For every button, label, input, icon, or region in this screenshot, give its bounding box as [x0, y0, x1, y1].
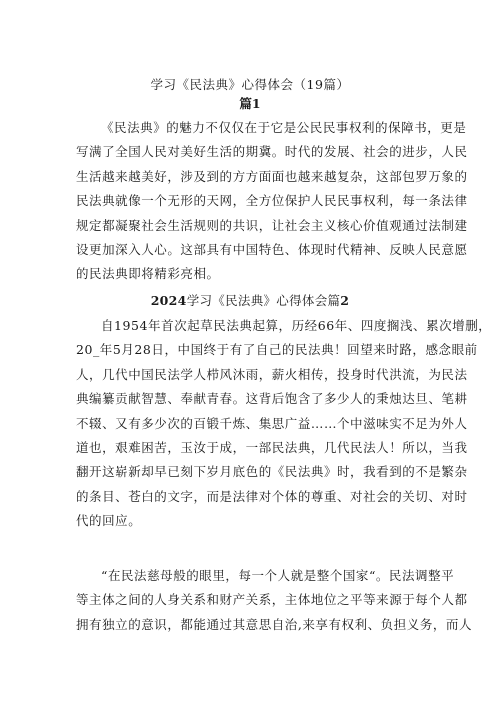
paragraph-1-line: 写满了全国人民对美好生活的期冀。时代的发展、社会的进步，人民: [76, 144, 468, 160]
paragraph-1-line: 民法典就像一个无形的天网，全方位保护人民民事权利，每一条法律: [76, 193, 468, 209]
paragraph-3-line: “在民法慈母般的眼里，每一个人就是整个国家“。民法调整平: [101, 568, 455, 583]
paragraph-2-line: 不辍、又有多少次的百锻千炼、集思广益……个中滋味实不足为外人: [76, 415, 468, 431]
paragraph-3-line: 等主体之间的人身关系和财产关系，主体地位之平等来源于每个人都: [76, 592, 468, 608]
paragraph-1-line: 设更加深入人心。这部具有中国特色、体现时代精神、反映人民意愿: [76, 241, 468, 257]
section-2-title-text: 学习《民法典》心得体会篇: [186, 293, 341, 308]
paragraph-2-line: 代的回应。: [76, 513, 142, 529]
paragraph-3-line: 拥有独立的意识，都能通过其意思自治,来享有权利、负担义务，而人: [76, 616, 473, 632]
paragraph-2-line: 人，几代中国民法学人栉风沐雨，薪火相传，投身时代洪流，为民法: [76, 366, 468, 382]
paragraph-1-line: 规定都凝聚社会生活规则的共识，让社会主义核心价值观通过法制建: [76, 217, 468, 233]
paragraph-2-line: 道也，艰难困苦，玉汝于成，一部民法典，几代民法人！所以，当我: [76, 439, 468, 455]
paragraph-2: [76, 314, 492, 534]
paragraph-1: [76, 116, 468, 287]
paragraph-2-line: 的条目、苍白的文字，而是法律对个体的尊重、对社会的关切、对时: [76, 488, 468, 504]
section-2-title-year: 2024: [150, 293, 187, 308]
paragraph-3: [76, 564, 473, 637]
section-2-title-number: 2: [340, 293, 350, 308]
paragraph-1-line: 《民法典》的魅力不仅仅在于它是公民民事权利的保障书，更是: [101, 120, 467, 135]
section-1-label: 篇1: [239, 96, 261, 111]
paragraph-2-line: 典编纂贡献智慧、奉献青春。这背后饱含了多少人的秉烛达旦、笔耕: [76, 391, 468, 407]
paragraph-1-line: 生活越来越美好，涉及到的方方面面也越来越复杂，这部包罗万象的: [76, 168, 468, 184]
section-2-title: [0, 292, 500, 310]
paragraph-1-line: 的民法典即将精彩亮相。: [76, 266, 220, 282]
paragraph-2-line: 翻开这崭新却早已刻下岁月底色的《民法典》时，我看到的不是繁杂: [76, 464, 468, 480]
document-title: 学习《民法典》心得体会（19篇）: [150, 77, 350, 92]
paragraph-2-line: 自1954年首次起草民法典起算，历经66年、四度搁浅、累次增删，: [101, 318, 492, 333]
paragraph-2-line: 20_年5月28日，中国终于有了自己的民法典！回望来时路，感念眼前: [76, 342, 478, 358]
